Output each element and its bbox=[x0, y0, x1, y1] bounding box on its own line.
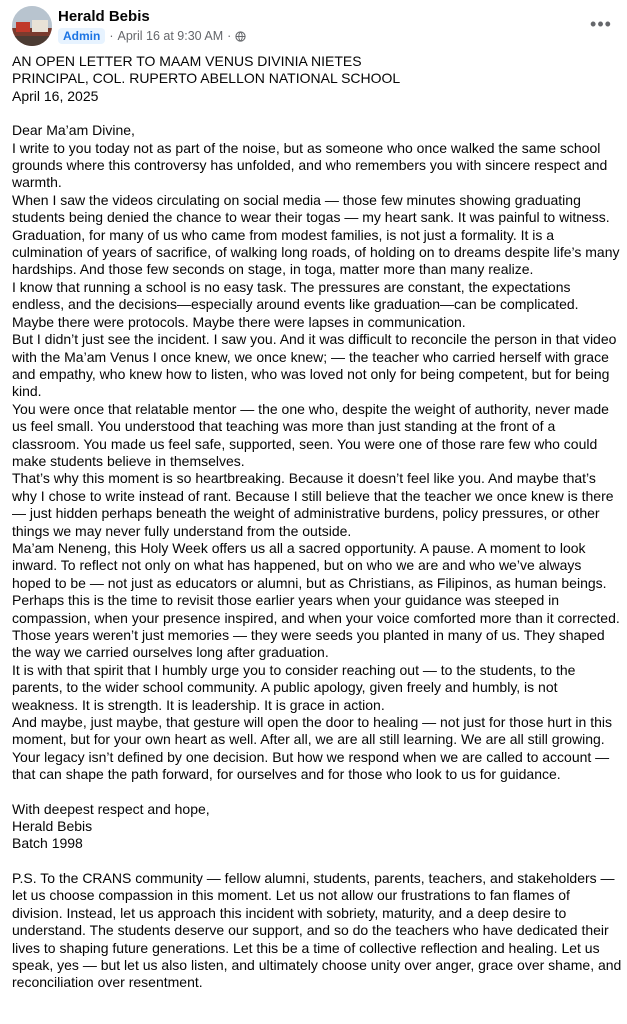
letter-closing: With deepest respect and hope, Herald Bebis Batch 1998 bbox=[12, 800, 210, 852]
post-meta bbox=[58, 28, 246, 44]
letter-paragraph: But I didn’t just see the incident. I saw you. And it was difficult to reconcile the person in that video with the Ma’am Venus I once knew, we once knew; — the teacher who carried herself with grace and empathy, who knew how to listen, who was loved not only for being competent, but for being kind. bbox=[12, 331, 617, 400]
letter-paragraph: Perhaps this is the time to revisit those earlier years when your guidance was steeped in compassion, when your presence inspired, and when your voice comforted more than it corrected. Those years weren’t just memories — they were seeds you planted in many of us. They shaped the way we carried ourselves long after graduation. bbox=[12, 592, 620, 661]
letter-paragraph: You were once that relatable mentor — the one who, despite the weight of authority, never made us feel small. You understood that teaching was more than just standing at the front of a classroom. You made us feel safe, supported, seen. You were one of those rare few who could make students believe in themselves. bbox=[12, 400, 609, 469]
post-body bbox=[12, 53, 622, 992]
post-timestamp[interactable]: April 16 at 9:30 AM bbox=[117, 29, 224, 43]
letter-paragraph: That’s why this moment is so heartbreaking. Because it doesn’t feel like you. And maybe that’s why I chose to write instead of rant. Because I still believe that the teacher we once knew is there — just hidden perhaps beneath the weight of administrative burdens, policy pressures, or other things we may never fully understand from the outside. bbox=[12, 470, 614, 539]
letter-paragraph: And maybe, just maybe, that gesture will open the door to healing — not just for those hurt in this moment, but for your own heart as well. After all, we are all still learning. We are all still growing. Your legacy isn’t defined by one decision. But how we respond when we are called to account — that can shape the path forward, for ourselves and for those who look to us for guidance. bbox=[12, 714, 613, 783]
more-options-button[interactable] bbox=[587, 10, 615, 38]
letter-postscript: P.S. To the CRANS community — fellow alumni, students, parents, teachers, and stakeholders — let us choose compassion in this moment. Let us not allow our frustrations to fan flames of division. Instead, let us approach this incident with sobriety, maturity, and a deep desire to understand. The students deserve our support, and so do the teachers who have dedicated their lives to shaping future generations. Let this be a time of collective reflection and healing. Let us speak, yes — but let us also listen, and ultimately choose unity over anger, grace over shame, and reconciliation over resentment. bbox=[12, 869, 622, 991]
paragraph-gap bbox=[12, 784, 622, 801]
letter-paragraph: Ma’am Neneng, this Holy Week offers us all a sacred opportunity. A pause. A moment to look inward. To reflect not only on what has happened, but on who we are and who we’ve always hoped to be — not just as educators or alumni, but as Christians, as Filipinos, as human beings. bbox=[12, 539, 607, 591]
letter-salutation: Dear Ma’am Divine, bbox=[12, 122, 135, 139]
globe-icon[interactable] bbox=[235, 31, 246, 42]
paragraph-gap bbox=[12, 853, 622, 870]
meta-separator: · bbox=[109, 29, 114, 43]
meta-separator-2: · bbox=[227, 29, 232, 43]
letter-paragraph: I know that running a school is no easy task. The pressures are constant, the expectations endless, and the decisions—especially around events like graduation—can be complicated. Maybe there were protocols. Maybe there were lapses in communication. bbox=[12, 278, 579, 330]
letter-paragraph: It is with that spirit that I humbly urge you to consider reaching out — to the students, to the parents, to the wider school community. A public apology, given freely and humbly, is not weakness. It is strength. It is leadership. It is grace in action. bbox=[12, 661, 576, 713]
author-name[interactable]: Herald Bebis bbox=[58, 8, 150, 25]
post-header bbox=[0, 0, 627, 52]
paragraph-gap bbox=[12, 105, 622, 122]
letter-paragraph: When I saw the videos circulating on social media — those few minutes showing graduating students being denied the chance to wear their togas — my heart sank. It was painful to witness. Graduation, for many of us who came from modest families, is not just a formality. It is a culmination of years of sacrifice, of walking long roads, of holding on to dreams despite life’s many hardships. And those few seconds on stage, in toga, matter more than many realize. bbox=[12, 191, 620, 278]
avatar-image bbox=[12, 6, 52, 46]
admin-badge[interactable]: Admin bbox=[58, 28, 105, 44]
letter-heading: AN OPEN LETTER TO MAAM VENUS DIVINIA NIETES PRINCIPAL, COL. RUPERTO ABELLON NATIONAL SCHOOL April 16, 2025 bbox=[12, 53, 401, 104]
avatar[interactable] bbox=[12, 6, 52, 46]
letter-paragraph: I write to you today not as part of the noise, but as someone who once walked the same school grounds where this controversy has unfolded, and who remembers you with sincere respect and warmth. bbox=[12, 139, 608, 191]
more-icon: ••• bbox=[590, 13, 612, 34]
